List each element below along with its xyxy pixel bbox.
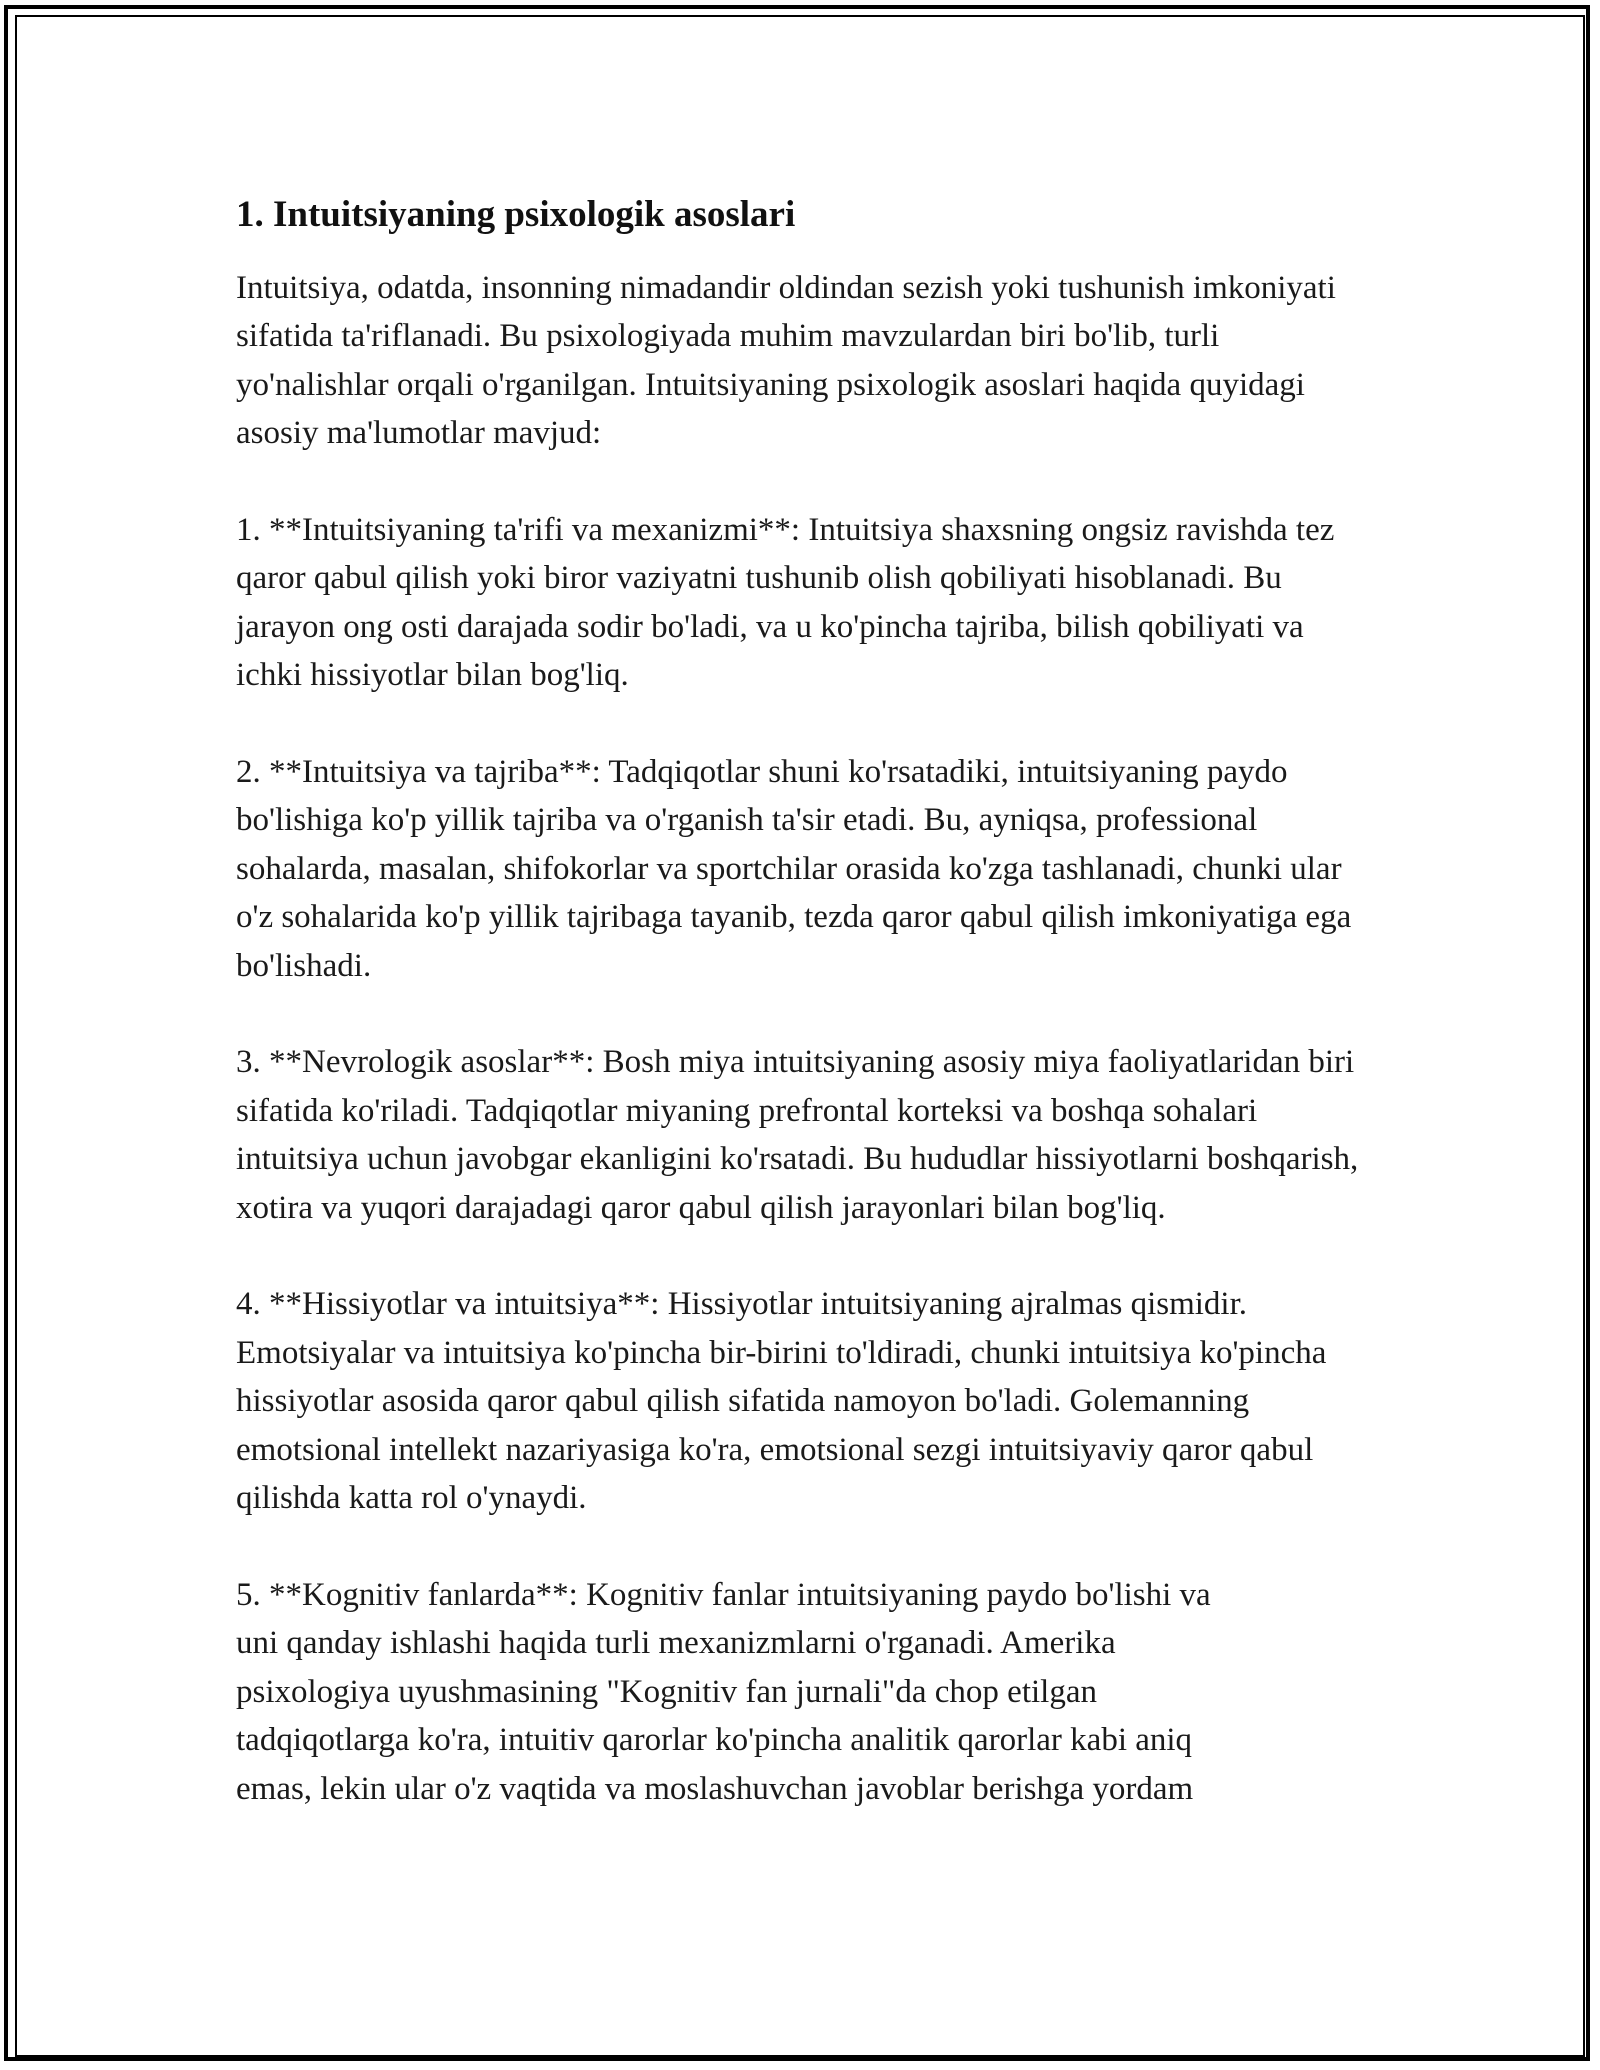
- list-item-2: 2. **Intuitsiya va tajriba**: Tadqiqotlar shuni ko'rsatadiki, intuitsiyaning paydo bo'lishiga ko'p yillik tajriba va o'rganish ta'sir etadi. Bu, ayniqsa, professional sohalarda, masalan, shifokorlar va sportchilar orasida ko'zga tashlanadi, chunki ular o'z sohalarida ko'p yillik tajribaga tayanib, tezda qaror qabul qilish imkoniyatiga ega bo'lishadi.: [236, 754, 1352, 984]
- intro-paragraph: Intuitsiya, odatda, insonning nimadandir oldindan sezish yoki tushunish imkoniyati sifatida ta'riflanadi. Bu psixologiyada muhim mavzulardan biri bo'lib, turli yo'nalishlar orqali o'rganilgan. Intuitsiyaning psixologik asoslari haqida quyidagi asosiy ma'lumotlar mavjud:: [236, 270, 1336, 452]
- list-item-5-line: tadqiqotlarga ko'ra, intuitiv qarorlar ko'pincha analitik qarorlar kabi aniq: [236, 1722, 1193, 1759]
- list-item-5-line: 5. **Kognitiv fanlarda**: Kognitiv fanlar intuitsiyaning paydo bo'lishi va: [236, 1576, 1211, 1613]
- section-heading: 1. Intuitsiyaning psixologik asoslari: [236, 194, 796, 235]
- list-item-5: [236, 1571, 1376, 1813]
- list-item-1: 1. **Intuitsiyaning ta'rifi va mexanizmi**: Intuitsiya shaxsning ongsiz ravishda tez qaror qabul qilish yoki biror vaziyatni tushunib olish qobiliyati hisoblanadi. Bu jarayon ong osti darajada sodir bo'ladi, va u ko'pincha tajriba, bilish qobiliyati va ichki hissiyotlar bilan bog'liq.: [236, 512, 1335, 694]
- list-item-3: 3. **Nevrologik asoslar**: Bosh miya intuitsiyaning asosiy miya faoliyatlaridan biri sifatida ko'riladi. Tadqiqotlar miyaning prefrontal korteksi va boshqa sohalari intuitsiya uchun javobgar ekanligini ko'rsatadi. Bu hududlar hissiyotlarni boshqarish, xotira va yuqori darajadagi qaror qabul qilish jarayonlari bilan bog'liq.: [236, 1044, 1359, 1226]
- list-item-5-line: uni qanday ishlashi haqida turli mexanizmlarni o'rganadi. Amerika: [236, 1625, 1116, 1662]
- document-body: [236, 186, 1376, 1813]
- list-item-5-line: psixologiya uyushmasining "Kognitiv fan jurnali"da chop etilgan: [236, 1673, 1097, 1710]
- list-item-5-line: emas, lekin ular o'z vaqtida va moslashuvchan javoblar berishga yordam: [236, 1770, 1194, 1807]
- list-item-4: 4. **Hissiyotlar va intuitsiya**: Hissiyotlar intuitsiyaning ajralmas qismidir. Emotsiyalar va intuitsiya ko'pincha bir-birini to'ldiradi, chunki intuitsiya ko'pincha hissiyotlar asosida qaror qabul qilish sifatida namoyon bo'ladi. Golemanning emotsional intellekt nazariyasiga ko'ra, emotsional sezgi intuitsiyaviy qaror qabul qilishda katta rol o'ynaydi.: [236, 1286, 1327, 1517]
